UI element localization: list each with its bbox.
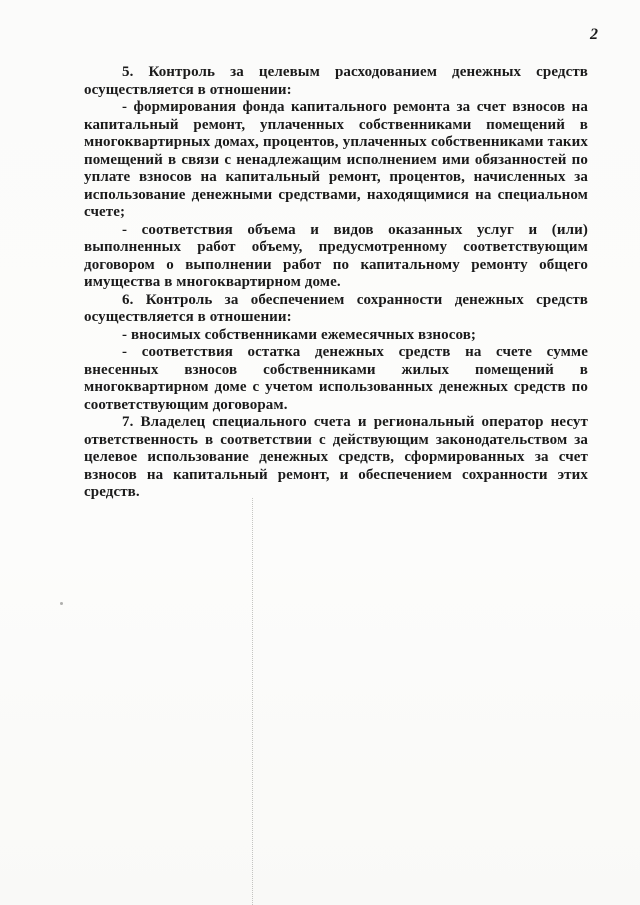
paragraph: - формирования фонда капитального ремонта за счет взносов на капитальный ремонт, уплаченных собственниками помещений в многоквартирных домах, процентов, уплаченных собственниками таких помещений в связи с ненадлежащим исполнением ими обязанностей по уплате взносов на капитальный ремонт, процентов, начисленных за использование денежными средствами, находящимися на специальном счете;	[84, 99, 588, 220]
paragraph: - соответствия остатка денежных средств на счете сумме внесенных взносов собственниками жилых помещений в многоквартирном доме с учетом использованных денежных средств по соответствующим договорам.	[84, 344, 588, 413]
scan-artifact-line	[252, 498, 253, 905]
paragraph: - соответствия объема и видов оказанных услуг и (или) выполненных работ объему, предусмотренному соответствующим договором о выполнении работ по капитальному ремонту общего имущества в многоквартирном доме.	[84, 221, 588, 290]
paragraph: 6. Контроль за обеспечением сохранности денежных средств осуществляется в отношении:	[84, 291, 588, 325]
document-body	[84, 64, 588, 502]
scan-artifact-speck	[60, 602, 63, 605]
paragraph: 7. Владелец специального счета и региональный оператор несут ответственность в соответствии с действующим законодательством за целевое использование денежных средств, сформированных за счет взносов на капитальный ремонт, и обеспечением сохранности этих средств.	[84, 414, 588, 500]
page-number: 2	[590, 26, 598, 43]
paragraph: - вносимых собственниками ежемесячных взносов;	[122, 326, 477, 343]
paragraph: 5. Контроль за целевым расходованием денежных средств осуществляется в отношении:	[84, 64, 588, 98]
